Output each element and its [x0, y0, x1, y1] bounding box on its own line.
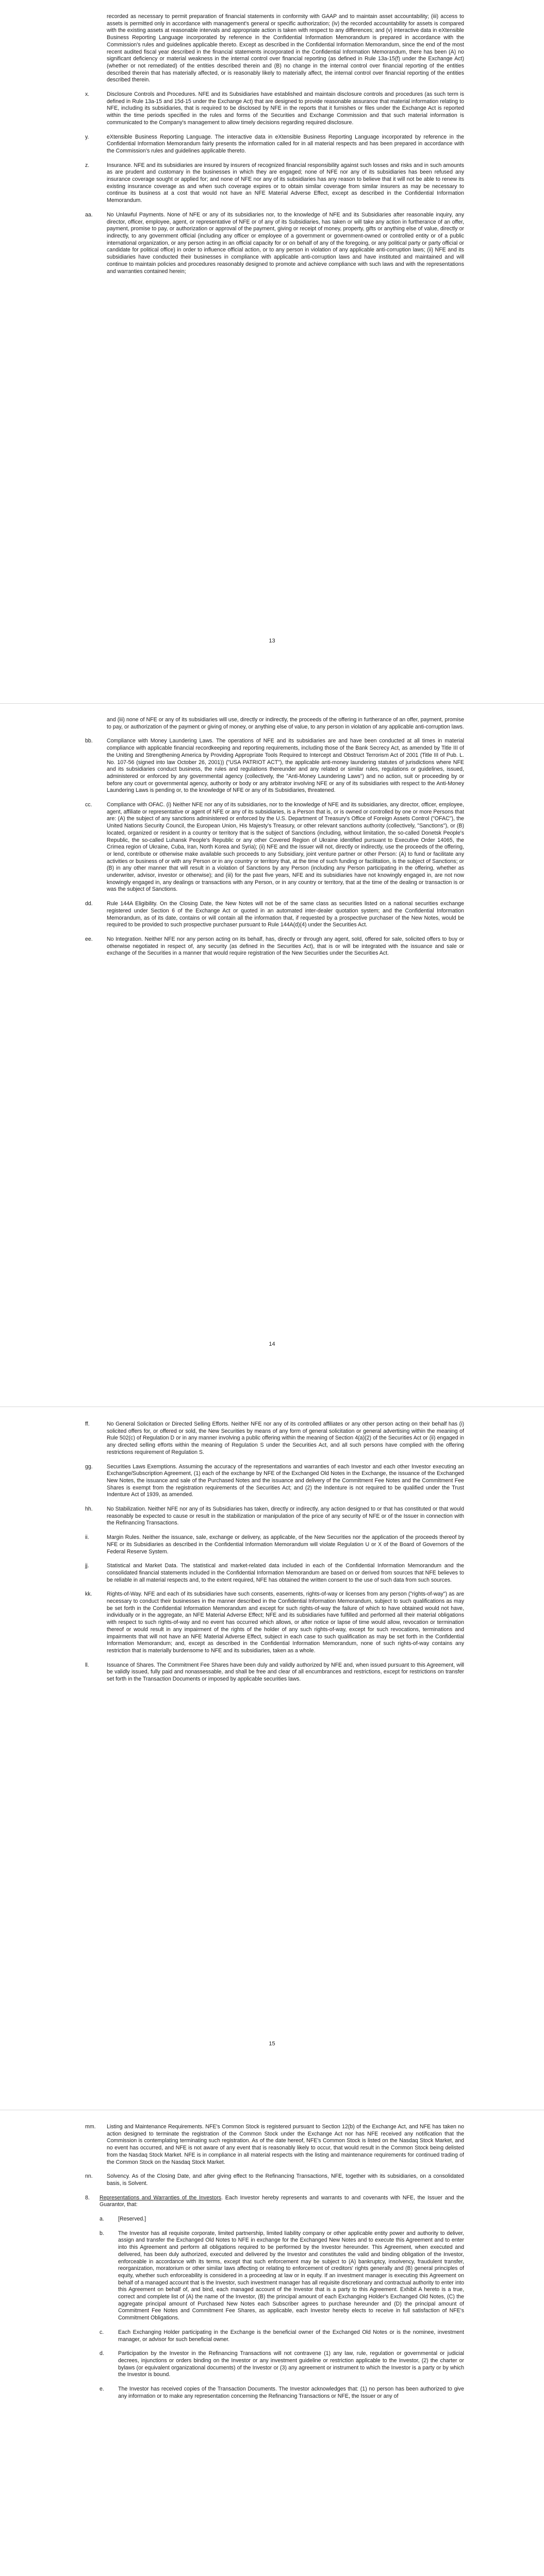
item-label: z. [85, 162, 90, 168]
document-page [0, 1407, 544, 2110]
sub-item [85, 2216, 464, 2223]
item-label: cc. [85, 802, 92, 808]
section-number: 8. [85, 2194, 90, 2201]
item-text: eXtensible Business Reporting Language. The interactive data in eXtensible Business Reporting Language incorporated by reference in the Confidential Information Memorandum fairly presents the information called for in all material respects and has been prepared in accordance with the Commission's rules and guidelines applicable thereto. [107, 133, 464, 154]
list-item [85, 1662, 464, 1683]
page-number: 14 [269, 1341, 275, 1347]
item-text: Solvency. As of the Closing Date, and after giving effect to the Refinancing Transactions, NFE, together with its subsidiaries, on a consolidated basis, is Solvent. [107, 2173, 464, 2187]
item-text: [Reserved.] [118, 2216, 146, 2223]
item-label: ii. [85, 1534, 89, 1541]
document-page [0, 704, 544, 1406]
item-text: Rule 144A Eligibility. On the Closing Date, the New Notes will not be of the same class as securities listed on a national securities exchange registered under Section 6 of the Exchange Act or quoted in an automated inter-dealer quotation system; and the Confidential Information Memorandum, as of its date, contains or will contain all the information that, if requested by a prospective purchaser of the New Notes, would be required to be provided to such prospective purchaser pursuant to Rule 144A(d)(4) under the Securities Act. [107, 901, 464, 928]
item-label: d. [100, 2350, 104, 2357]
item-label: bb. [85, 738, 93, 744]
item-text: Disclosure Controls and Procedures. NFE and its Subsidiaries have established and maintain disclosure controls and procedures (as such term is defined in Rule 13a-15 and 15d-15 under the Exchange Act) that are designed to provide reasonable assurance that material information relating to NFE, including its subsidiaries, that is required to be disclosed by NFE in the reports that it furnishes or files under the Exchange Act is reported within the time periods specified in the rules and forms of the Securities and Exchange Commission and that such material information is communicated to the Company's management to allow timely decisions regarding required disclosure. [107, 91, 464, 126]
item-label: x. [85, 91, 90, 98]
item-label: ff. [85, 1421, 90, 1427]
item-text: Listing and Maintenance Requirements. NFE's Common Stock is registered pursuant to Section 12(b) of the Exchange Act, and NFE has taken no action designed to terminate the registration of the Common Stock under the Exchange Act nor has NFE received any notification that the Commission is contemplating terminating such registration. As of the date hereof, NFE's Common Stock is listed on the Nasdaq Stock Market, and no event has occurred, and NFE is not aware of any event that is reasonably likely to occur, that would result in the Common Stock being delisted from the Nasdaq Stock Market. NFE is in compliance in all material respects with the listing and maintenance requirements for continued trading of the Common Stock on the Nasdaq Stock Market. [107, 2124, 464, 2165]
list-item [85, 802, 464, 893]
item-label: gg. [85, 1463, 93, 1470]
item-text: Each Exchanging Holder participating in the Exchange is the beneficial owner of the Exchanged Old Notes or is the nominee, investment manager, or advisor for such beneficial owner. [118, 2329, 464, 2343]
item-text: Compliance with Money Laundering Laws. The operations of NFE and its subsidiaries are and have been conducted at all times in material compliance with applicable financial recordkeeping and reporting requirements, including those of the Bank Secrecy Act, as amended by Title III of the Uniting and Strengthening America by Providing Appropriate Tools Required to Intercept and Obstruct Terrorism Act of 2001 (Title III of Pub. L. No. 107-56 (signed into law October 26, 2001)) ("USA PATRIOT ACT"), the applicable anti-money laundering statutes of jurisdictions where NFE and its subsidiaries conduct business, the rules and regulations thereunder and any related or similar rules, regulations or guidelines, issued, administered or enforced by any governmental agency (collectively, the "Anti-Money Laundering Laws") and no action, suit or proceeding by or before any court or governmental agency, authority or body or any arbitrator involving NFE or any of its subsidiaries with respect to the Anti-Money Laundering Laws is pending or, to the knowledge of NFE or any of its Subsidiaries, threatened. [107, 738, 464, 794]
list-item [85, 2124, 464, 2166]
item-text: No Stabilization. Neither NFE nor any of its Subsidiaries has taken, directly or indirectly, any action designed to or that has constituted or that would reasonably be expected to cause or result in the stabilization or manipulation of the price of any security of NFE or of the Issuer in connection with the Refinancing Transactions. [107, 1506, 464, 1527]
item-text: Margin Rules. Neither the issuance, sale, exchange or delivery, as applicable, of the New Securities nor the application of the proceeds thereof by NFE or its Subsidiaries as described in the Confidential Information Memorandum will violate Regulation U or X of the Board of Governors of the Federal Reserve System. [107, 1534, 464, 1555]
item-label: a. [100, 2216, 104, 2223]
item-label: y. [85, 133, 89, 140]
item-label: ee. [85, 936, 93, 942]
item-text: Rights-of-Way. NFE and each of its subsidiaries have such consents, easements, rights-of-way or licenses from any person ("rights-of-way") as are necessary to conduct their businesses in the manner described in the Confidential Information Memorandum, subject to such qualifications as may be set forth in the Confidential Information Memorandum and except for such rights-of-way the failure of which to have obtained would not have, individually or in the aggregate, an NFE Material Adverse Effect; NFE and its subsidiaries have fulfilled and performed all their material obligations with respect to such rights-of-way and no event has occurred which allows, or after notice or lapse of time would allow, revocation or termination thereof or would result in any impairment of the rights of the holder of any such rights-of-way, except for such revocations, terminations and impairments that will not have an NFE Material Adverse Effect, subject in each case to such qualification as may be set forth in the Confidential Information Memorandum; and, except as described in the Confidential Information Memorandum, none of such rights-of-way contains any restriction that is materially burdensome to NFE and its subsidiaries, taken as a whole. [107, 1591, 464, 1654]
item-text: Statistical and Market Data. The statistical and market-related data included in each of the Confidential Information Memorandum and the consolidated financial statements included in the Confidential Information Memorandum are based on or derived from sources that NFE believes to be reliable in all material respects and, to the extent required, NFE has obtained the written consent to the use of such data from such sources. [107, 1563, 464, 1583]
list-item [85, 738, 464, 794]
item-text: Insurance. NFE and its subsidiaries are insured by insurers of recognized financial responsibility against such losses and risks and in such amounts as are prudent and customary in the businesses in which they are engaged; none of NFE nor any of its subsidiaries has been refused any insurance coverage sought or applied for; and none of NFE nor any of its subsidiaries has any reason to believe that it will not be able to renew its existing insurance coverage as and when such coverage expires or to obtain similar coverage from similar insurers as may be necessary to continue its business at a cost that would not have an NFE Material Adverse Effect, except as described in the Confidential Information Memorandum. [107, 162, 464, 204]
item-text: Issuance of Shares. The Commitment Fee Shares have been duly and validly authorized by NFE and, when issued pursuant to this Agreement, will be validly issued, fully paid and nonassessable, and shall be free and clear of all encumbrances and restrictions, except for restrictions on transfer set forth in the Transaction Documents or imposed by applicable securities laws. [107, 1662, 464, 1683]
item-text: Participation by the Investor in the Refinancing Transactions will not contravene (1) any law, rule, regulation or governmental or judicial decrees, injunctions or orders binding on the Investor or any investment guideline or restriction applicable to the Investor, (2) the charter or bylaws (or equivalent organizational documents) of the Investor or (3) any agreement or instrument to which the Investor is a party or by which the Investor is bound. [118, 2350, 464, 2378]
list-item [85, 901, 464, 929]
sub-item [85, 2386, 464, 2400]
item-label: hh. [85, 1506, 93, 1513]
list-item [85, 91, 464, 127]
section-title: Representations and Warranties of the Investors [100, 2194, 222, 2201]
item-label: c. [100, 2329, 104, 2335]
item-text: The Investor has received copies of the Transaction Documents. The Investor acknowledges that: (1) no person has been authorized to give any information or to make any representation concerning the Refinancing Transactions or NFE, the Issuer or any of [118, 2386, 464, 2399]
item-text: The Investor has all requisite corporate, limited partnership, limited liability company or other applicable entity power and authority to deliver, assign and transfer the Exchanged Old Notes to NFE in exchange for the Exchanged New Notes and to execute this Agreement and to enter into this Agreement and perform all obligations required to be performed by the Investor hereunder. This Agreement, when executed and delivered, has been duly authorized, executed and delivered by the Investor and constitutes the valid and binding obligation of the Investor, enforceable in accordance with its terms, except that such enforcement may be subject to (A) bankruptcy, insolvency, fraudulent transfer, reorganization, moratorium or other similar laws affecting or relating to enforcement of creditors' rights generally and (B) general principles of equity, whether such enforceability is considered in a proceeding at law or in equity. If an investment manager is executing this Agreement on behalf of a managed account that is the Investor, such investment manager has all requisite discretionary and contractual authority to enter into this Agreement on behalf of, and bind, each managed account of the Investor that is a party to this Agreement. Exhibit A hereto is a true, correct and complete list of (A) the name of the Investor, (B) the principal amount of each Exchanging Holder's Exchanged Old Notes, (C) the aggregate principal amount of Purchased New Notes each Subscriber agrees to purchase hereunder and (D) the principal amount of Commitment Fee Notes and Commitment Fee Shares, as applicable, each Investor hereby elects to receive in full satisfaction of NFE's Commitment Obligations. [118, 2230, 464, 2321]
section-heading-paragraph [85, 2195, 464, 2209]
page-number: 13 [269, 638, 275, 644]
sub-item [85, 2350, 464, 2379]
document-page [0, 0, 544, 703]
item-label: dd. [85, 901, 93, 907]
list-item [85, 1421, 464, 1456]
page-number: 15 [269, 2041, 275, 2047]
item-text: No Integration. Neither NFE nor any person acting on its behalf, has, directly or through any agent, sold, offered for sale, solicited offers to buy or otherwise negotiated in respect of, any security (as defined in the Securities Act), that is or will be integrated with the issuance and sale or exchange of the Securities in a manner that would require registration of the New Securities under the Securities Act. [107, 936, 464, 957]
item-label: mm. [85, 2124, 96, 2130]
item-label: b. [100, 2230, 104, 2236]
list-item [85, 162, 464, 205]
item-text: No General Solicitation or Directed Selling Efforts. Neither NFE nor any of its controlled affiliates or any other person acting on their behalf has (i) solicited offers for, or offered or sold, the New Securities by means of any form of general solicitation or general advertising within the meaning of Rule 502(c) of Regulation D or in any manner involving a public offering within the meaning of Section 4(a)(2) of the Securities Act or (ii) engaged in any directed selling efforts within the meaning of Regulation S under the Securities Act, and all such persons have complied with the offering restrictions requirement of Regulation S. [107, 1421, 464, 1455]
sub-item [85, 2230, 464, 2322]
list-item [85, 1506, 464, 1527]
item-label: jj. [85, 1563, 89, 1569]
item-text: Compliance with OFAC. (i) Neither NFE nor any of its subsidiaries, nor to the knowledge of NFE and its subsidiaries, any director, officer, employee, agent, affiliate or representative or agent of NFE or any of its subsidiaries, is a Person that is, or is owned or controlled by one or more Persons that are: (A) the subject of any sanctions administered or enforced by the U.S. Department of Treasury's Office of Foreign Assets Control ("OFAC"), the United Nations Security Council, the European Union, His Majesty's Treasury, or other relevant sanctions authority (collectively, "Sanctions"), or (B) located, organized or resident in a country or territory that is the subject of Sanctions (including, without limitation, the so-called Donetsk People's Republic, the so-called Luhansk People's Republic or any other Covered Region of Ukraine identified pursuant to Executive Order 14065, the Crimea region of Ukraine, Cuba, Iran, North Korea and Syria); (ii) NFE and the Issuer will not, directly or indirectly, use the proceeds of the offering, or lend, contribute or otherwise make available such proceeds to any Subsidiary, joint venture partner or other Person: (A) to fund or facilitate any activities or business of or with any Person or in any country or territory that, at the time of such funding or facilitation, is the subject of Sanctions; or (B) in any other manner that will result in a violation of Sanctions by any Person (including any Person participating in the offering, whether as underwriter, advisor, investor or otherwise); and (iii) for the past five years, NFE and its subsidiaries have not knowingly engaged in, are not now knowingly engaged in, any dealings or transactions with any Person, or in any country or territory, that at the time of the dealing or transaction is or was the subject of Sanctions. [107, 802, 464, 893]
list-item [85, 936, 464, 957]
list-item [85, 1563, 464, 1584]
list-item [85, 134, 464, 155]
item-label: e. [100, 2386, 104, 2393]
sub-item [85, 2329, 464, 2343]
section-text: . Each Investor hereby represents and warrants to and covenants with NFE, the Issuer and the Guarantor, that: [100, 2194, 464, 2208]
item-text: Securities Laws Exemptions. Assuming the accuracy of the representations and warranties of each Investor and each other Investor executing an Exchange/Subscription Agreement, (1) each of the exchange by NFE of the Exchanged Old Notes in the Exchange, the issuance of the Exchanged New Notes, the issuance and sale of the Purchased Notes and the issuance and delivery of the Commitment Fee Notes and the Commitment Fee Shares is exempt from the registration requirements of the Securities Act; and (2) the Indenture is not required to be qualified under the Trust Indenture Act of 1939, as amended. [107, 1463, 464, 1498]
continuation-text: recorded as necessary to permit preparation of financial statements in conformity with GAAP and to maintain asset accountability; (iii) access to assets is permitted only in accordance with management's general or specific authorization; (iv) the recorded accountability for assets is compared with the existing assets at reasonable intervals and appropriate action is taken with respect to any differences; and (v) interactive data in eXtensible Business Reporting Language incorporated by reference in the Confidential Information Memorandum is prepared in accordance with the Commission's rules and guidelines applicable thereto. Except as described in the Confidential Information Memorandum, since the end of the most recent audited fiscal year described in the financial statements incorporated in the Confidential Information Memorandum, there has been (A) no significant deficiency or material weakness in the internal control over financial reporting (as defined in Rule 13a-15(f) under the Exchange Act) (whether or not remediated) of the entities described therein and (B) no change in the internal control over financial reporting of the entities described therein that has materially affected, or is reasonably likely to materially affect, the internal control over financial reporting of the entities described therein. [107, 13, 464, 83]
item-label: kk. [85, 1591, 92, 1598]
list-item [85, 2173, 464, 2187]
list-item [85, 1464, 464, 1499]
list-item [85, 1591, 464, 1654]
continuation-text: and (iii) none of NFE or any of its subsidiaries will use, directly or indirectly, the proceeds of the offering in furtherance of an offer, payment, promise to pay, or authorization of the payment or giving of money, or anything else of value, to any person in violation of any applicable anti-corruption laws. [107, 717, 464, 730]
item-text: No Unlawful Payments. None of NFE or any of its subsidiaries nor, to the knowledge of NFE and its Subsidiaries after reasonable inquiry, any director, officer, employee, agent, or representative of NFE or of any of its Subsidiaries, has taken or will take any action in furtherance of an offer, payment, promise to pay, or authorization or approval of the payment, giving or receipt of money, property, gifts or anything else of value, directly or indirectly, to any government official (including any officer or employee of a government or government-owned or controlled entity or of a public international organization, or any person acting in an official capacity for or on behalf of any of the foregoing, or any political party or party official or candidate for political office) in order to influence official action, or to any person in violation of any applicable anti-corruption laws; (ii) NFE and its subsidiaries have conducted their businesses in compliance with applicable anti-corruption laws and have instituted and maintained and will continue to maintain policies and procedures reasonably designed to promote and achieve compliance with such laws and with the representations and warranties contained herein; [107, 211, 464, 275]
list-item [85, 212, 464, 275]
list-item [85, 1534, 464, 1555]
item-label: aa. [85, 211, 93, 218]
item-label: ll. [85, 1662, 89, 1668]
item-label: nn. [85, 2173, 93, 2180]
document-page [0, 2110, 544, 2576]
